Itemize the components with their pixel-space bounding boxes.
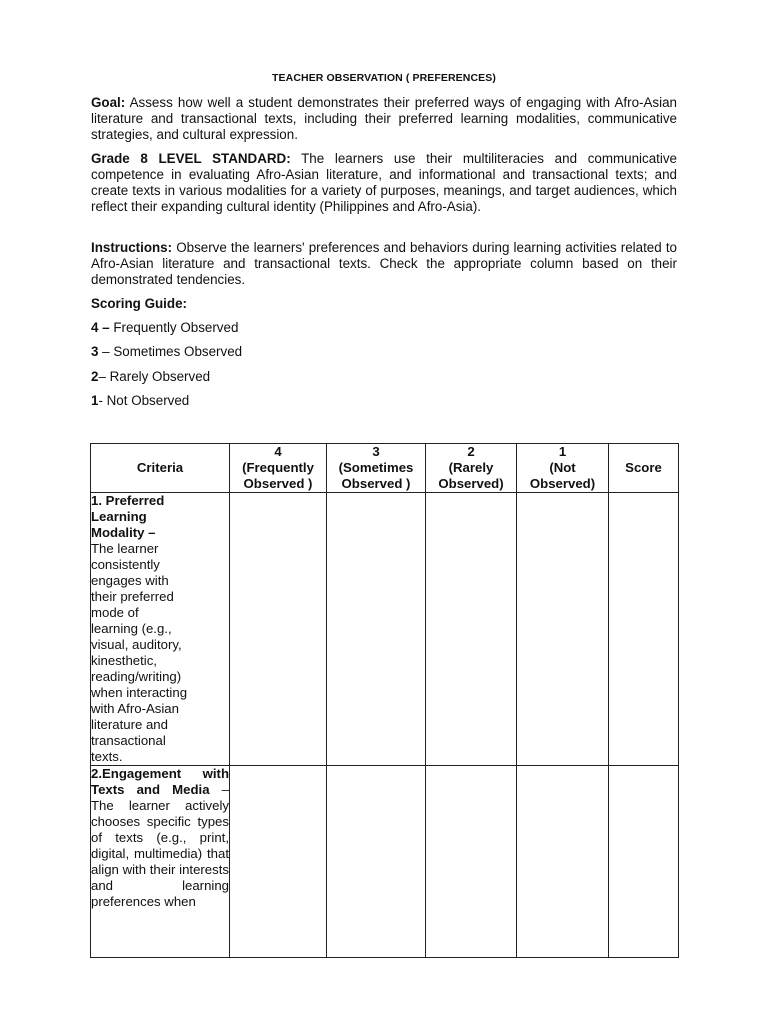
header-criteria: Criteria [91, 444, 230, 493]
check-cell-4[interactable] [230, 493, 327, 766]
goal-text: Assess how well a student demonstrates their preferred ways of engaging with Afro-Asian literature and transactional texts, including their preferred learning modalities, communicative strategies, and cultural expression. [91, 95, 677, 142]
scoring-item-3: 3 – Sometimes Observed [91, 344, 243, 359]
criteria-title: 2.Engagement with Texts and Media [91, 766, 229, 797]
header-sometimes-observed: 3 (Sometimes Observed ) [327, 444, 426, 493]
scoring-guide-heading: Scoring Guide: [91, 296, 187, 311]
level-standard-text: The learners use their multiliteracies and communicative competence in evaluating Afro-Asian literature, and informational and transactional texts; and create texts in various modalities for a variety of purposes, meanings, and target audiences, which reflect their expanding cultural identity (Philippines and Afro-Asia). [91, 151, 677, 214]
check-cell-1[interactable] [517, 766, 609, 958]
instructions-text: Observe the learners' preferences and behaviors during learning activities related to Afro-Asian literature and transactional texts. Check the appropriate column based on their demonstrated tendencies. [91, 240, 677, 287]
goal-label: Goal: [91, 95, 126, 110]
criteria-cell-engagement-texts-media [91, 766, 230, 958]
scoring-item-4: 4 – Frequently Observed [91, 320, 239, 335]
header-rarely-observed: 2 (Rarely Observed) [426, 444, 517, 493]
header-frequently-observed: 4 (Frequently Observed ) [230, 444, 327, 493]
check-cell-3[interactable] [327, 766, 426, 958]
check-cell-2[interactable] [426, 766, 517, 958]
score-cell[interactable] [609, 766, 679, 958]
goal-paragraph [91, 95, 677, 143]
check-cell-3[interactable] [327, 493, 426, 766]
instructions-label: Instructions: [91, 240, 173, 255]
observation-table [90, 443, 679, 958]
score-cell[interactable] [609, 493, 679, 766]
table-row [91, 766, 679, 958]
page-title: TEACHER OBSERVATION ( PREFERENCES) [272, 72, 496, 84]
check-cell-1[interactable] [517, 493, 609, 766]
criteria-description: – The learner actively chooses specific types of texts (e.g., print, digital, multimedia) that align with their interests and learning preferences when [91, 782, 230, 909]
instructions-paragraph [91, 240, 677, 288]
header-score: Score [609, 444, 679, 493]
header-not-observed: 1 (Not Observed) [517, 444, 609, 493]
check-cell-4[interactable] [230, 766, 327, 958]
scoring-item-1: 1- Not Observed [91, 393, 190, 408]
criteria-description: The learner consistently engages with their preferred mode of learning (e.g., visual, auditory, kinesthetic, reading/writing) when interacting with Afro-Asian literature and transactional texts. [91, 541, 188, 764]
level-standard-paragraph [91, 151, 677, 215]
scoring-item-2: 2– Rarely Observed [91, 369, 211, 384]
criteria-title: 1. Preferred Learning Modality – [91, 493, 165, 540]
criteria-cell-learning-modality [91, 493, 230, 766]
check-cell-2[interactable] [426, 493, 517, 766]
table-row [91, 493, 679, 766]
table-header-row [91, 444, 679, 493]
level-standard-label: Grade 8 LEVEL STANDARD: [91, 151, 291, 166]
